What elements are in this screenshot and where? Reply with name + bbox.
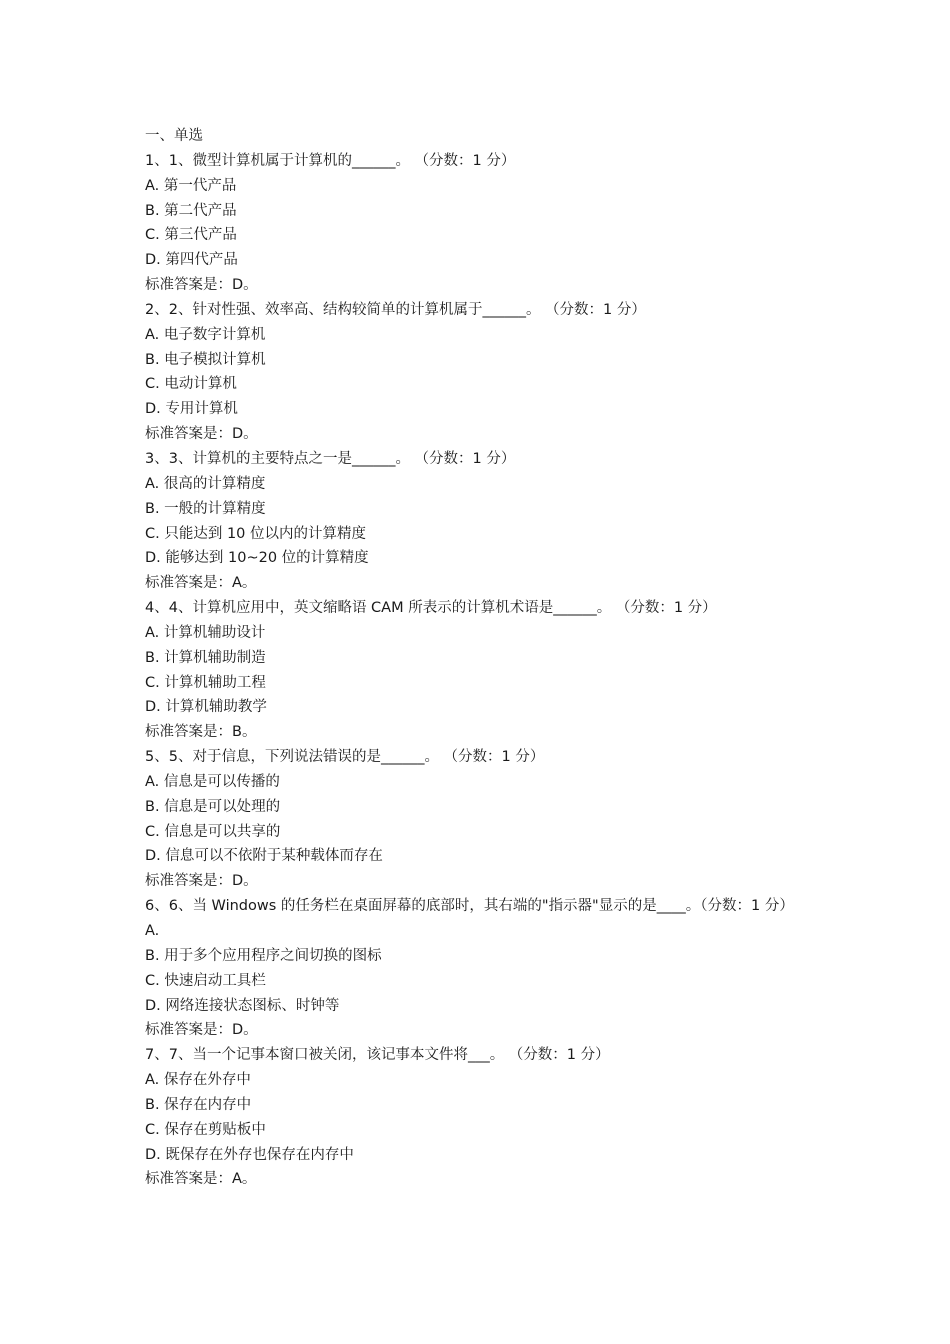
question-title: 1、1、微型计算机属于计算机的______。 （分数：1 分） [145, 152, 516, 169]
option-d: D. 网络连接状态图标、时钟等 [145, 997, 340, 1014]
standard-answer: 标准答案是：D。 [145, 1022, 258, 1039]
standard-answer: 标准答案是：D。 [145, 426, 258, 443]
standard-answer: 标准答案是：B。 [145, 724, 257, 741]
option-b: B. 一般的计算精度 [145, 500, 266, 517]
option-c: C. 只能达到 10 位以内的计算精度 [145, 525, 367, 542]
question-1 [145, 149, 815, 298]
option-a: A. 保存在外存中 [145, 1072, 251, 1089]
option-c: C. 保存在剪贴板中 [145, 1121, 266, 1138]
option-d: D. 专用计算机 [145, 401, 238, 418]
question-2 [145, 298, 815, 447]
option-a: A. 很高的计算精度 [145, 475, 266, 492]
question-title: 5、5、对于信息，下列说法错误的是______。 （分数：1 分） [145, 749, 545, 766]
question-title: 2、2、针对性强、效率高、结构较简单的计算机属于______。 （分数：1 分） [145, 301, 646, 318]
option-a: A. 信息是可以传播的 [145, 773, 280, 790]
option-c: C. 信息是可以共享的 [145, 823, 281, 840]
option-c: C. 电动计算机 [145, 376, 237, 393]
option-d: D. 计算机辅助教学 [145, 699, 267, 716]
option-c: C. 快速启动工具栏 [145, 972, 266, 989]
option-c: C. 计算机辅助工程 [145, 674, 266, 691]
option-b: B. 信息是可以处理的 [145, 798, 281, 815]
standard-answer: 标准答案是：A。 [145, 1171, 257, 1188]
option-b: B. 保存在内存中 [145, 1096, 252, 1113]
option-b: B. 电子模拟计算机 [145, 351, 266, 368]
question-4 [145, 596, 815, 745]
option-a: A. [145, 923, 160, 939]
option-d: D. 能够达到 10~20 位的计算精度 [145, 550, 369, 567]
question-5 [145, 745, 815, 894]
option-a: A. 电子数字计算机 [145, 326, 266, 343]
standard-answer: 标准答案是：D。 [145, 873, 258, 890]
document-page [145, 124, 815, 1192]
standard-answer: 标准答案是：A。 [145, 575, 257, 592]
question-title: 6、6、当 Windows 的任务栏在桌面屏幕的底部时，其右端的"指示器"显示的是____。（分数：1 分） [145, 898, 794, 915]
question-title: 3、3、计算机的主要特点之一是______。 （分数：1 分） [145, 450, 516, 467]
question-title: 7、7、当一个记事本窗口被关闭，该记事本文件将___。 （分数：1 分） [145, 1047, 610, 1064]
section-title: 一、单选 [145, 128, 203, 144]
option-b: B. 用于多个应用程序之间切换的图标 [145, 947, 382, 964]
option-c: C. 第三代产品 [145, 227, 237, 244]
option-d: D. 信息可以不依附于某种载体而存在 [145, 848, 383, 865]
option-d: D. 既保存在外存也保存在内存中 [145, 1146, 354, 1163]
option-a: A. 第一代产品 [145, 177, 237, 194]
standard-answer: 标准答案是：D。 [145, 277, 258, 294]
question-7 [145, 1043, 815, 1192]
option-d: D. 第四代产品 [145, 252, 238, 269]
question-title: 4、4、计算机应用中，英文缩略语 CAM 所表示的计算机术语是______。 （分数：1 分） [145, 600, 717, 617]
option-a: A. 计算机辅助设计 [145, 624, 266, 641]
option-b: B. 第二代产品 [145, 202, 237, 219]
question-6 [145, 894, 815, 1043]
option-b: B. 计算机辅助制造 [145, 649, 266, 666]
question-3 [145, 447, 815, 596]
